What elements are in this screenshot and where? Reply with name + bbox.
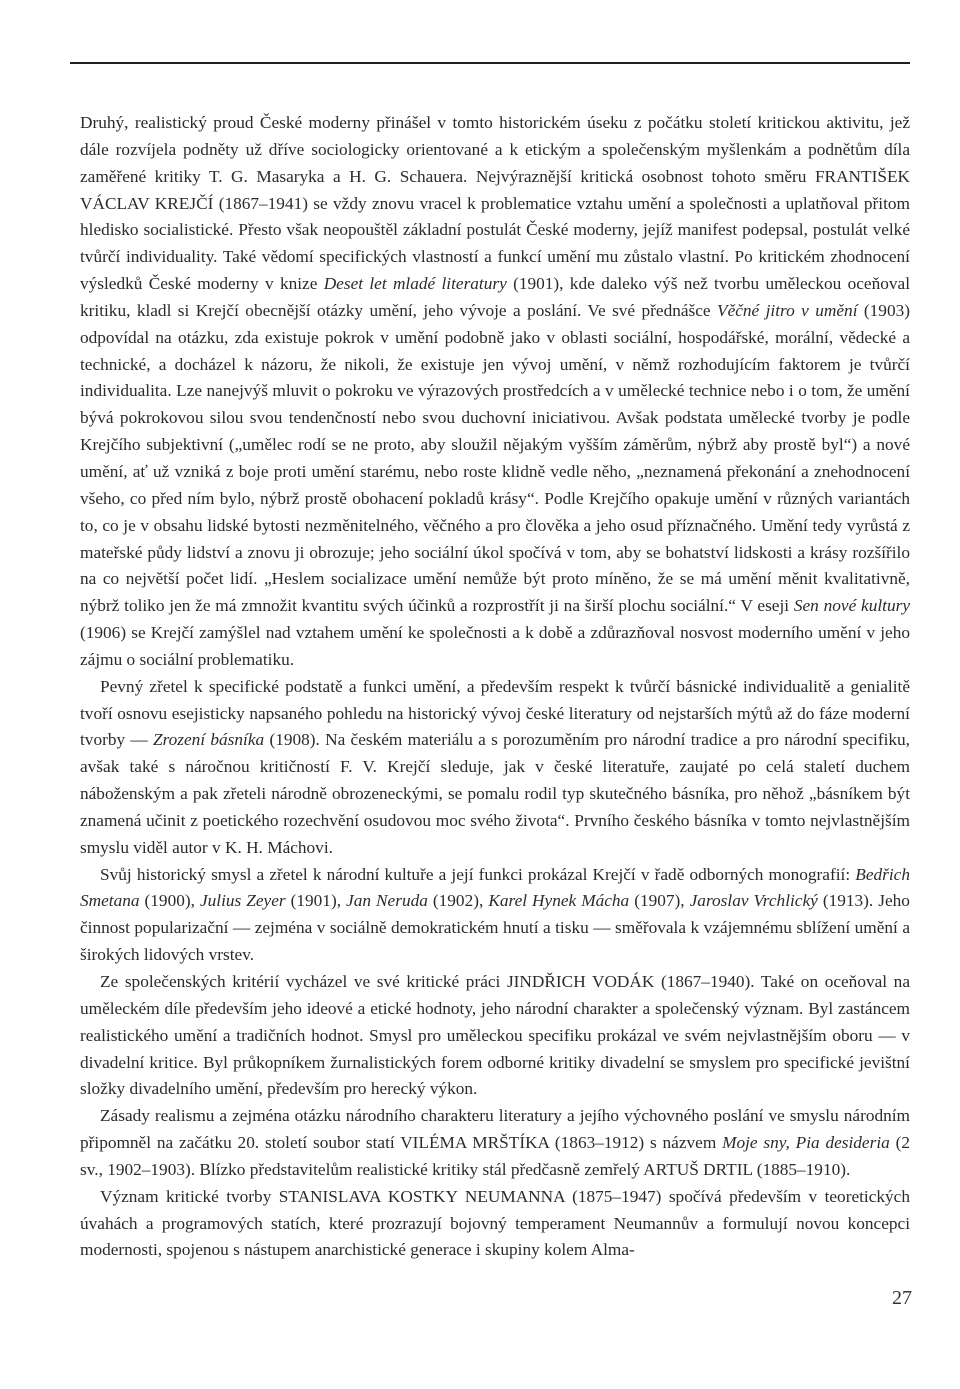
text-run: Význam kritické tvorby STANISLAVA KOSTKY NEUMANNA (1875–1947) spočívá především v teoretických úvahách a programových statích, které prozrazují bojovný temperament Neumannův a formulují novou koncepci modernosti, spojenou s nástupem anarchistické generace i skupiny kolem Alma- [80,1186,910,1260]
italic-title: Bedřich Smetana [80,864,910,911]
text-run: (1901), kde daleko výš než tvorbu uměleckou oceňoval kritiku, kladl si Krejčí obecnější otázky umění, jeho vývoje a poslání. Ve své přednášce [80,274,910,320]
paragraph [80,969,910,1103]
italic-title: Karel Hynek Mácha [488,891,630,911]
paragraph [80,1103,910,1184]
text-run: Druhý, realistický proud České moderny přinášel v tomto historickém úseku z počátku století kritickou aktivitu, jež dále rozvíjela podněty už dříve sociologicky orientované a k etickým a společenským myšlenkám a podnětům díla zaměřené kritiky T. G. Masaryka a H. G. Schauera. Nejvýraznější kritická osobnost tohoto směru FRANTIŠEK VÁCLAV KREJČÍ (1867–1941) se vždy znovu vracel k problematice vztahu umění a společnosti a uplatňoval přitom hledisko socialistické. Přesto však neopouštěl základní postulát České moderny, jejíž manifest podepsal, postulát velké tvůrčí individuality. Také vědomí specifických vlastností a funkcí umění mu zůstalo vlastní. Po kritickém zhodnocení výsledků České moderny v knize [80,113,910,294]
page-body-text [80,110,910,1264]
italic-title: Julius Zeyer [199,891,286,911]
paragraph [80,110,910,674]
italic-title: Zrození básníka [152,730,265,750]
text-run: (1902), [427,891,489,911]
text-run: Zásady realismu a zejména otázku národního charakteru literatury a jejího výchovného poslání ve smyslu národním připomněl na začátku 20. století soubor statí VILÉMA MRŠTÍKA (1863–1912) s názvem [80,1106,910,1153]
text-run: (1907), [629,891,690,911]
text-run: (1906) se Krejčí zamýšlel nad vztahem umění ke společnosti a k době a zdůrazňoval nosvost moderního umění v jeho zájmu o sociální problematiku. [80,623,910,669]
page-number: 27 [892,1287,912,1309]
text-run: (1913). Jeho činnost popularizační — zejména v sociálně demokratickém hnutí a tisku — směřovala k vzájemnému sblížení umění a širokých lidových vrstev. [80,891,910,965]
text-run: Svůj historický smysl a zřetel k národní kultuře a její funkci prokázal Krejčí v řadě odborných monografií: [100,864,856,884]
text-run: (1900), [139,891,200,911]
text-run: (1901), [285,891,347,911]
italic-title: Věčné jitro v umění [717,300,858,320]
italic-title: Jan Neruda [346,891,428,911]
text-run: Ze společenských kritérií vycházel ve své kritické práci JINDŘICH VODÁK (1867–1940). Také on oceňoval na uměleckém díle především jeho ideové a etické hodnoty, jeho národní charakter a společenský význam. Byl zastáncem realistického umění a tradičních hodnot. Smysl pro uměleckou specifiku prokázal ve svém nejvlastnějším oboru — v divadelní kritice. Byl průkopníkem žurnalistických forem odborné kritiky divadelní se smyslem pro specifické jevištní složky divadelního umění, především pro herecký výkon. [80,972,910,1099]
text-run: (1908). Na českém materiálu a s porozuměním pro národní tradice a pro národní specifiku, avšak také s náročnou kritičností F. V. Krejčí sleduje, jak v české literatuře, zaujaté po celá staletí duchem náboženským a pak zřeteli národně obrozeneckými, se pomalu rodil typ skutečného básníka, pro něhož „básníkem být znamená učinit z poetického rozechvění osudovou moc svého života“. Prvního českého básníka v tomto nejvlastnějším smyslu viděl autor v K. H. Máchovi. [80,730,910,857]
text-run: (1903) odpovídal na otázku, zda existuje pokrok v umění podobně jako v oblasti sociální, hospodářské, morální, vědecké a technické, a docházel k názoru, že nikoli, že existuje jen vývoj umění, v němž rozhodujícím faktorem je tvůrčí individualita. Lze nanejvýš mluvit o pokroku ve výrazových prostředcích a v umělecké technice nebo i o tom, že umění bývá pokrokovou silou svou tendenčností nebo svou duchovní iniciativou. Avšak podstata umělecké tvorby je podle Krejčího subjektivní („umělec rodí se ne proto, aby sloužil nějakým vyšším záměrům, nýbrž aby prostě byl“) a nové umění, ať už vzniká z boje proti umění starému, nebo roste klidně vedle něho, „neznamená překonání a znehodnocení všeho, co před ním bylo, nýbrž prostě obohacení pokladů krásy“. Podle Krejčího opakuje umění v různých variantách to, co je v obsahu lidské bytosti nezměnitelného, věčného a pro člověka a jeho osud příznačného. Umění tedy vyrůstá z mateřské půdy lidství a znovu ji obrozuje; jeho sociální úkol spočívá v tom, aby se bohatství lidskosti a krásy rozšířilo na co největší počet lidí. „Heslem socializace umění nemůže být proto míněno, že se má umění měnit kvalitativně, nýbrž toliko jen že má zmnožit kvantitu svých účinků a rozprostřít ji na širší plochu sociální.“ V eseji [80,300,910,616]
top-rule [70,62,910,64]
text-run: Pevný zřetel k specifické podstatě a funkci umění, a především respekt k tvůrčí básnické individualitě a genialitě tvoří osnovu esejisticky napsaného pohledu na historický vývoj české literatury od nejstarších mýtů až do fáze moderní tvorby — [80,676,910,750]
italic-title: Moje sny, Pia desideria [722,1133,890,1153]
italic-title: Sen nové kultury [793,596,910,616]
text-run: (2 sv., 1902–1903). Blízko představitelům realistické kritiky stál předčasně zemřelý ARTUŠ DRTIL (1885–1910). [80,1133,910,1179]
italic-title: Jaroslav Vrchlický [689,891,818,911]
paragraph [80,862,910,969]
italic-title: Deset let mladé literatury [323,274,507,294]
paragraph [80,674,910,862]
paragraph [80,1184,910,1265]
